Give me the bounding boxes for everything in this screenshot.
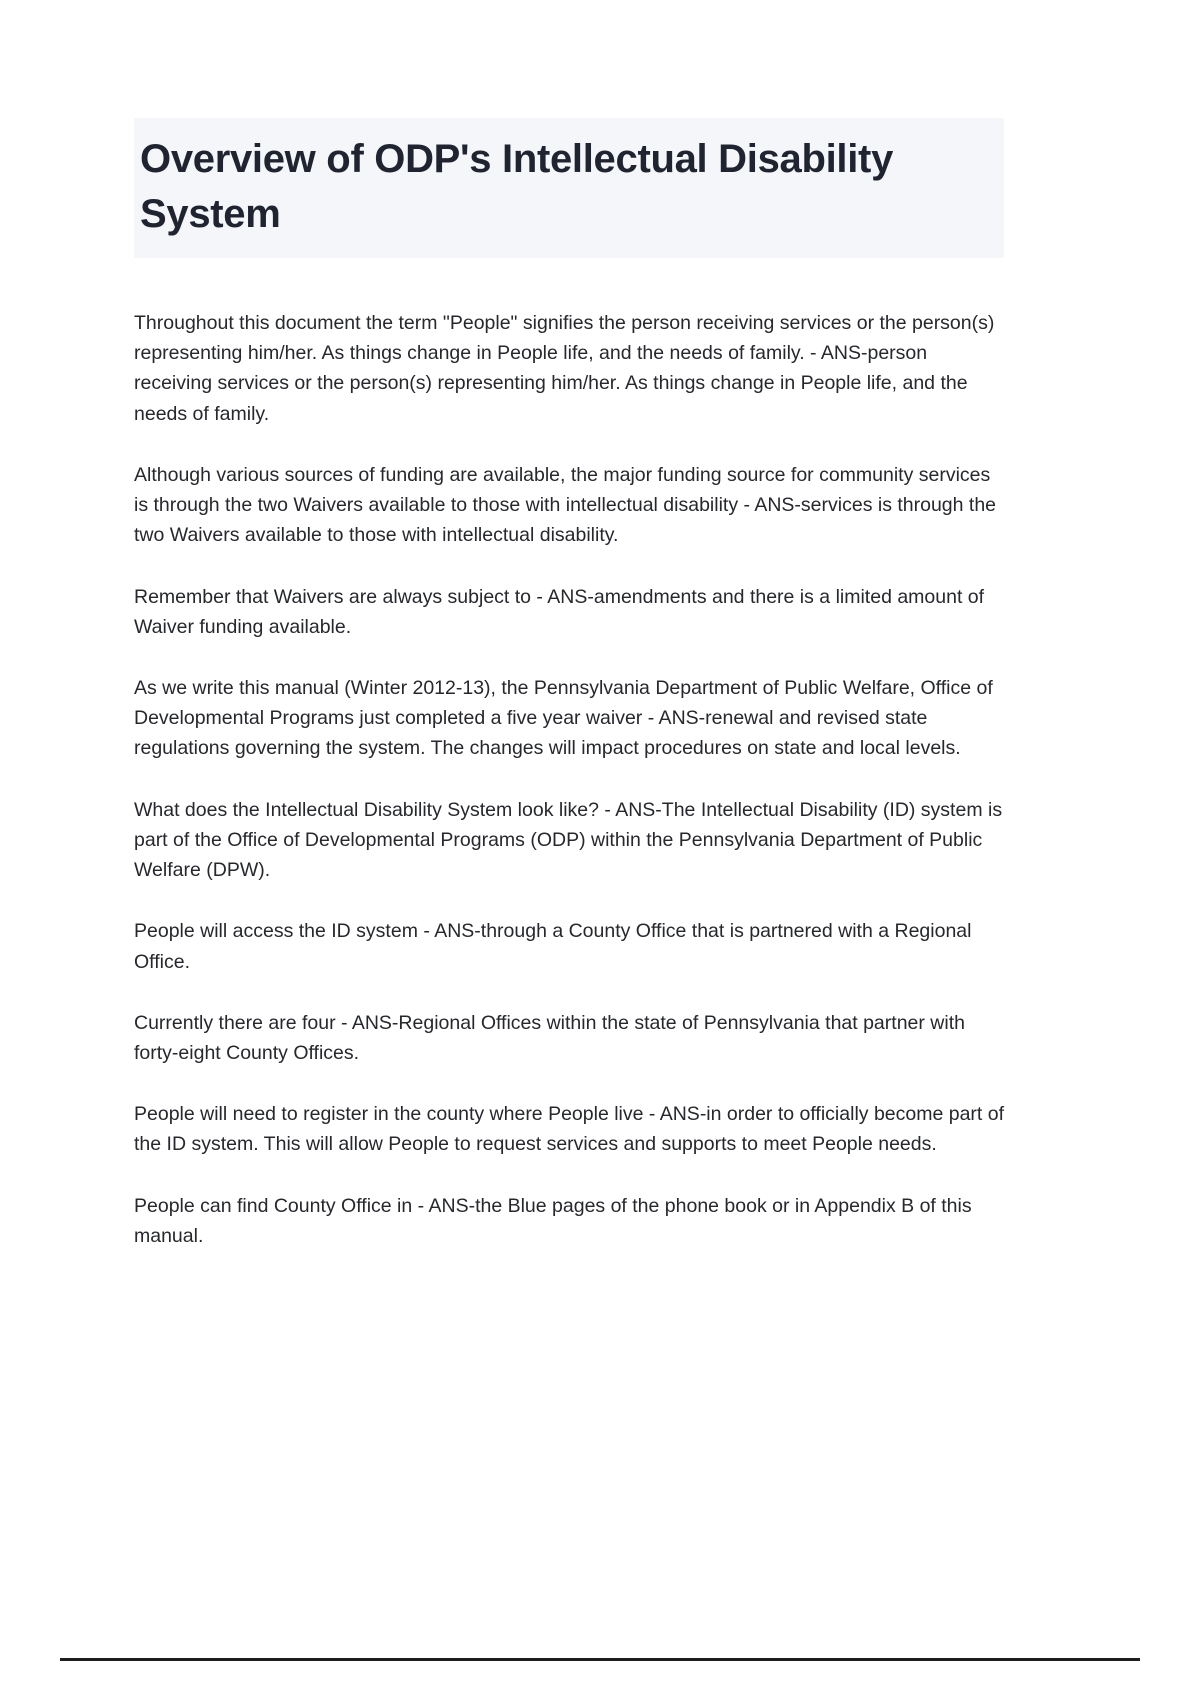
paragraph: Currently there are four - ANS-Regional Offices within the state of Pennsylvania that partner with forty-eight County Offices.	[134, 1011, 965, 1064]
paragraph: People will need to register in the county where People live - ANS-in order to officially become part of the ID system. This will allow People to request services and supports to meet People needs.	[134, 1103, 1005, 1156]
title-banner	[134, 118, 1004, 258]
document-body	[134, 308, 1006, 1251]
paragraph: Throughout this document the term "People" signifies the person receiving services or the person(s) representing him/her. As things change in People life, and the needs of family. - ANS-person receiving services or the person(s) representing him/her. As things change in People life, and the needs of family.	[134, 312, 995, 425]
paragraph: Although various sources of funding are available, the major funding source for community services is through the two Waivers available to those with intellectual disability - ANS-services is through the two Waivers available to those with intellectual disability.	[134, 463, 997, 547]
paragraph: Remember that Waivers are always subject to - ANS-amendments and there is a limited amount of Waiver funding available.	[134, 585, 985, 638]
paragraph: What does the Intellectual Disability System look like? - ANS-The Intellectual Disability (ID) system is part of the Office of Developmental Programs (ODP) within the Pennsylvania Department of Public Welfare (DPW).	[134, 798, 1003, 882]
paragraph: People will access the ID system - ANS-through a County Office that is partnered with a Regional Office.	[134, 920, 972, 973]
page-title: Overview of ODP's Intellectual Disability System	[140, 137, 894, 237]
page-footer-divider	[60, 1658, 1140, 1661]
paragraph: People can find County Office in - ANS-the Blue pages of the phone book or in Appendix B of this manual.	[134, 1194, 972, 1247]
paragraph: As we write this manual (Winter 2012-13), the Pennsylvania Department of Public Welfare, Office of Developmental Programs just completed a five year waiver - ANS-renewal and revised state regulations governing the system. The changes will impact procedures on state and local levels.	[134, 676, 993, 760]
